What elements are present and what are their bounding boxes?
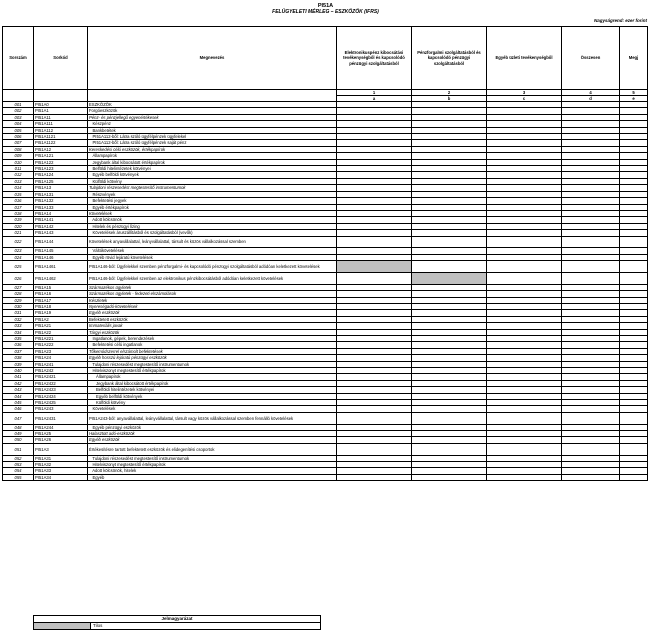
row-code: PI51A2425 <box>34 400 88 406</box>
row-number: 009 <box>3 153 34 159</box>
row-code: PI51A1 <box>34 108 88 114</box>
row-description: Egyéb rövid lejáratú követelések <box>88 254 337 260</box>
value-cell[interactable] <box>620 236 648 248</box>
row-number: 042 <box>3 380 34 386</box>
row-description: Külföldi kötvény <box>88 178 337 184</box>
row-code: PI51A112 <box>34 127 88 133</box>
row-code: PI51A2421 <box>34 374 88 380</box>
row-number: 006 <box>3 134 34 140</box>
row-description: Befektetési jegyek <box>88 198 337 204</box>
row-description: PI51A146-ból: Ügyfelekkel szemben pénzforgalmi- és kapcsolódó pénzügyi szolgáltatásból adódóan keletkezett követelések <box>88 261 337 273</box>
balance-sheet-table <box>2 26 648 481</box>
row-code: PI51A131 <box>34 191 88 197</box>
value-cell[interactable] <box>562 412 620 424</box>
row-number: 040 <box>3 368 34 374</box>
col-header-5: Megj <box>620 27 648 90</box>
value-cell[interactable] <box>487 474 562 480</box>
row-number: 053 <box>3 462 34 468</box>
value-cell[interactable] <box>412 272 487 284</box>
row-description: Jegybank által kibocsátott értékpapírok <box>88 380 337 386</box>
row-description: PI51A243-ból: anyavállalattal, leányvállalattal, társult vagy közös vállalkozással szemben fennálló követelések <box>88 412 337 424</box>
row-description: Egyéb belföldi kötvények <box>88 393 337 399</box>
row-code: PI51A222 <box>34 342 88 348</box>
row-description: Forgóeszközök <box>88 108 337 114</box>
row-number: 031 <box>3 310 34 316</box>
row-code: PI51A13 <box>34 185 88 191</box>
value-cell[interactable] <box>412 412 487 424</box>
col-header-sorszam: Sorszám <box>3 27 34 90</box>
row-description: Tőkemódszerrel elszámolt befektetések <box>88 348 337 354</box>
row-description: Immateriális javak <box>88 323 337 329</box>
col-header-1: Elektronikuspénz kibocsátási tevékenységből és kapcsolódó pénzügyi szolgáltatásból <box>337 27 412 90</box>
value-cell[interactable] <box>562 272 620 284</box>
row-number: 037 <box>3 348 34 354</box>
row-description: Tulajdoni részesedést megtestesítő instrumentumok <box>88 455 337 461</box>
row-number: 013 <box>3 178 34 184</box>
row-number: 003 <box>3 114 34 120</box>
row-code: PI51A122 <box>34 159 88 165</box>
value-cell[interactable] <box>562 236 620 248</box>
row-number: 002 <box>3 108 34 114</box>
value-cell[interactable] <box>487 412 562 424</box>
value-cell[interactable] <box>412 261 487 273</box>
row-number: 015 <box>3 191 34 197</box>
row-code: PI51A19 <box>34 310 88 316</box>
value-cell[interactable] <box>337 412 412 424</box>
table-row <box>3 272 648 284</box>
row-number: 028 <box>3 291 34 297</box>
col-letter-a: a <box>337 96 412 102</box>
row-code: PI51A18 <box>34 303 88 309</box>
value-cell[interactable] <box>487 272 562 284</box>
row-description: Állampapírok <box>88 374 337 380</box>
row-code: PI51A2422 <box>34 380 88 386</box>
row-description: Egyéb belföldi kötvények <box>88 172 337 178</box>
row-description: Kereskedési célú eszközök, értékpapírok <box>88 146 337 152</box>
row-description: PI51A112-ből: Látra szóló ügyfélpénzek saját pénz <box>88 140 337 146</box>
row-number: 027 <box>3 284 34 290</box>
row-code: PI51A2431 <box>34 412 88 424</box>
row-description: Állampapírok <box>88 153 337 159</box>
row-description: Készletek <box>88 297 337 303</box>
row-code: PI51A144 <box>34 236 88 248</box>
row-number: 024 <box>3 254 34 260</box>
value-cell[interactable] <box>337 261 412 273</box>
row-code: PI51A2423 <box>34 387 88 393</box>
table-row <box>3 412 648 424</box>
row-code: PI51A1462 <box>34 272 88 284</box>
row-description: Adott kölcsönök, hitelek <box>88 468 337 474</box>
value-cell[interactable] <box>412 236 487 248</box>
row-description: Követelések <box>88 210 337 216</box>
row-code: PI51A121 <box>34 153 88 159</box>
row-code: PI51A14 <box>34 210 88 216</box>
row-number: 008 <box>3 146 34 152</box>
row-code: PI51A32 <box>34 462 88 468</box>
row-description: Követelések anyavállalattal, leányvállalattal, társult és közös vállalkozással szemben <box>88 236 337 248</box>
row-description: Halasztott adó-eszközök <box>88 431 337 437</box>
row-description: PI51A112-ből: Látra szóló ügyfélpénzek ügyfelekel <box>88 134 337 140</box>
row-number: 055 <box>3 474 34 480</box>
value-cell[interactable] <box>562 474 620 480</box>
row-description: Értékesítésre tartott befektetett eszközök és elidegenítési csoportok <box>88 443 337 455</box>
row-code: PI51A124 <box>34 172 88 178</box>
row-number: 004 <box>3 121 34 127</box>
row-code: PI51A26 <box>34 437 88 443</box>
row-code: PI51A242 <box>34 368 88 374</box>
row-code: PI51A15 <box>34 284 88 290</box>
row-description: Tulajdoni részesedést megtestesítő instrumentumok <box>88 361 337 367</box>
legend-title: Jelmagyarázat <box>34 616 321 623</box>
col-header-4: Összesen <box>562 27 620 90</box>
unit-note: Nagyságrend: ezer forint <box>593 18 647 23</box>
row-number: 017 <box>3 204 34 210</box>
row-code: PI51A143 <box>34 230 88 236</box>
row-number: 050 <box>3 437 34 443</box>
row-description: Külföldi kötvény <box>88 400 337 406</box>
row-code: PI51A25 <box>34 431 88 437</box>
value-cell[interactable] <box>337 272 412 284</box>
row-number: 023 <box>3 248 34 254</box>
row-number: 047 <box>3 412 34 424</box>
row-description: Készpénz <box>88 121 337 127</box>
row-description: Egyéb eszközök <box>88 437 337 443</box>
row-code: PI51A24 <box>34 355 88 361</box>
row-number: 054 <box>3 468 34 474</box>
value-cell[interactable] <box>620 474 648 480</box>
col-num-3: 3 <box>487 90 562 96</box>
row-code: PI51A31 <box>34 455 88 461</box>
legend-label: Tilos <box>91 623 321 630</box>
col-letter-c: c <box>487 96 562 102</box>
table-row <box>3 261 648 273</box>
row-description: Pénz- és pénzjellegű egyenértékesek <box>88 114 337 120</box>
col-header-sorkod: Sorkód <box>34 27 88 90</box>
row-code: PI51A221 <box>34 335 88 341</box>
row-number: 051 <box>3 443 34 455</box>
row-description: Váltókövetelések <box>88 248 337 254</box>
table-row <box>3 236 648 248</box>
row-number: 014 <box>3 185 34 191</box>
row-number: 035 <box>3 335 34 341</box>
row-code: PI51A2424 <box>34 393 88 399</box>
row-code: PI51A241 <box>34 361 88 367</box>
row-description: Egyéb pénzügyi eszközök <box>88 424 337 430</box>
row-number: 041 <box>3 374 34 380</box>
row-description: Befektetési célú ingatlanok <box>88 342 337 348</box>
row-description: Ingatlanok, gépek, berendezések <box>88 335 337 341</box>
row-number: 033 <box>3 323 34 329</box>
col-num-1: 1 <box>337 90 412 96</box>
row-description: Bankbetétek <box>88 127 337 133</box>
value-cell[interactable] <box>487 261 562 273</box>
col-letter-b: b <box>412 96 487 102</box>
row-number: 022 <box>3 236 34 248</box>
row-code: PI51A34 <box>34 474 88 480</box>
value-cell[interactable] <box>562 443 620 455</box>
row-code: PI51A146 <box>34 254 88 260</box>
value-cell[interactable] <box>620 261 648 273</box>
row-number: 029 <box>3 297 34 303</box>
legend <box>33 615 321 630</box>
col-header-3: Egyéb üzleti tevékenységből <box>487 27 562 90</box>
row-number: 043 <box>3 387 34 393</box>
row-description: PI51A146-ból: Ügyfelekkel szemben az elektronikus pénzkibocsátásból adódóan keletkezett követelések <box>88 272 337 284</box>
row-number: 018 <box>3 210 34 216</box>
row-number: 044 <box>3 393 34 399</box>
row-number: 021 <box>3 230 34 236</box>
row-code: PI51A23 <box>34 348 88 354</box>
row-code: PI51A21 <box>34 323 88 329</box>
value-cell[interactable] <box>487 443 562 455</box>
row-code: PI51A2 <box>34 316 88 322</box>
row-description: Belföldi hitelintézetek kötvényei <box>88 166 337 172</box>
row-code: PI51A141 <box>34 217 88 223</box>
row-number: 038 <box>3 355 34 361</box>
row-description: Hitelviszonyt megtestesítő értékpapírok <box>88 462 337 468</box>
row-number: 049 <box>3 431 34 437</box>
col-letter-e: e <box>620 96 648 102</box>
col-num-5: 5 <box>620 90 648 96</box>
row-number: 045 <box>3 400 34 406</box>
row-number: 020 <box>3 223 34 229</box>
row-code: PI51A111 <box>34 121 88 127</box>
row-code: PI51A17 <box>34 297 88 303</box>
report-title: FELÜGYELETI MÉRLEG – ESZKÖZÖK (IFRS) <box>272 9 379 15</box>
row-description: Hitelek és pénzügyi lízing <box>88 223 337 229</box>
value-cell[interactable] <box>412 474 487 480</box>
row-number: 011 <box>3 166 34 172</box>
row-description: Származékos ügyletek <box>88 284 337 290</box>
row-description: Adott kölcsönök <box>88 217 337 223</box>
row-number: 005 <box>3 127 34 133</box>
row-code: PI51A12 <box>34 146 88 152</box>
row-description: ESZKÖZÖK <box>88 102 337 108</box>
row-description: Egyéb értékpapírok <box>88 204 337 210</box>
row-number: 032 <box>3 316 34 322</box>
row-code: PI51A125 <box>34 178 88 184</box>
table-row <box>3 443 648 455</box>
row-number: 046 <box>3 406 34 412</box>
row-number: 010 <box>3 159 34 165</box>
row-code: PI51A1121 <box>34 134 88 140</box>
row-code: PI51A244 <box>34 424 88 430</box>
row-description: Egyéb hosszú lejáratú pénzügyi eszközök <box>88 355 337 361</box>
row-number: 034 <box>3 329 34 335</box>
row-description: Részvények <box>88 191 337 197</box>
value-cell[interactable] <box>337 443 412 455</box>
row-description: Egyéb <box>88 474 337 480</box>
row-description: Belföldi hitelintézetek kötvényei <box>88 387 337 393</box>
legend-swatch-grey <box>34 623 91 630</box>
col-num-4: 4 <box>562 90 620 96</box>
row-description: Befektetett eszközök <box>88 316 337 322</box>
row-number: 039 <box>3 361 34 367</box>
row-number: 001 <box>3 102 34 108</box>
row-code: PI51A0 <box>34 102 88 108</box>
row-number: 026 <box>3 272 34 284</box>
value-cell[interactable] <box>562 261 620 273</box>
col-num-2: 2 <box>412 90 487 96</box>
value-cell[interactable] <box>412 443 487 455</box>
row-code: PI51A22 <box>34 329 88 335</box>
row-number: 052 <box>3 455 34 461</box>
row-description: Származékos ügyletek - fedezeti elszámolások <box>88 291 337 297</box>
row-description: Tulajdoni részesedést megtestesítő instrumentumok <box>88 185 337 191</box>
row-number: 048 <box>3 424 34 430</box>
row-number: 012 <box>3 172 34 178</box>
value-cell[interactable] <box>337 474 412 480</box>
row-code: PI51A145 <box>34 248 88 254</box>
row-number: 025 <box>3 261 34 273</box>
row-code: PI51A16 <box>34 291 88 297</box>
col-header-2: Pénzforgalmi szolgáltatásból és kapcsolódó pénzügyi szolgáltatásból <box>412 27 487 90</box>
col-letter-d: d <box>562 96 620 102</box>
row-description: Követelések <box>88 406 337 412</box>
row-code: PI51A243 <box>34 406 88 412</box>
row-description: Tárgyi eszközök <box>88 329 337 335</box>
row-number: 016 <box>3 198 34 204</box>
row-code: PI51A1461 <box>34 261 88 273</box>
report-code: PI51A <box>317 3 334 9</box>
row-code: PI51A3 <box>34 443 88 455</box>
row-code: PI51A123 <box>34 166 88 172</box>
value-cell[interactable] <box>337 236 412 248</box>
row-number: 036 <box>3 342 34 348</box>
value-cell[interactable] <box>620 412 648 424</box>
row-number: 030 <box>3 303 34 309</box>
row-description: Jegybank által kibocsátott értékpapírok <box>88 159 337 165</box>
row-description: Nyereségadó-követelések <box>88 303 337 309</box>
row-code: PI51A33 <box>34 468 88 474</box>
row-number: 019 <box>3 217 34 223</box>
value-cell[interactable] <box>487 236 562 248</box>
row-code: PI51A142 <box>34 223 88 229</box>
row-description: Egyéb eszközök <box>88 310 337 316</box>
row-number: 007 <box>3 140 34 146</box>
row-description: Hitelviszonyt megtestesítő értékpapírok <box>88 368 337 374</box>
row-code: PI51A11 <box>34 114 88 120</box>
row-description: Követelések áruszállításból és szolgáltatásból (vevők) <box>88 230 337 236</box>
value-cell[interactable] <box>620 443 648 455</box>
row-code: PI51A133 <box>34 204 88 210</box>
col-header-megnevezes: Megnevezés <box>88 27 337 90</box>
row-code: PI51A132 <box>34 198 88 204</box>
row-code: PI51A1122 <box>34 140 88 146</box>
table-row <box>3 474 648 480</box>
table-body <box>3 102 648 481</box>
value-cell[interactable] <box>620 272 648 284</box>
